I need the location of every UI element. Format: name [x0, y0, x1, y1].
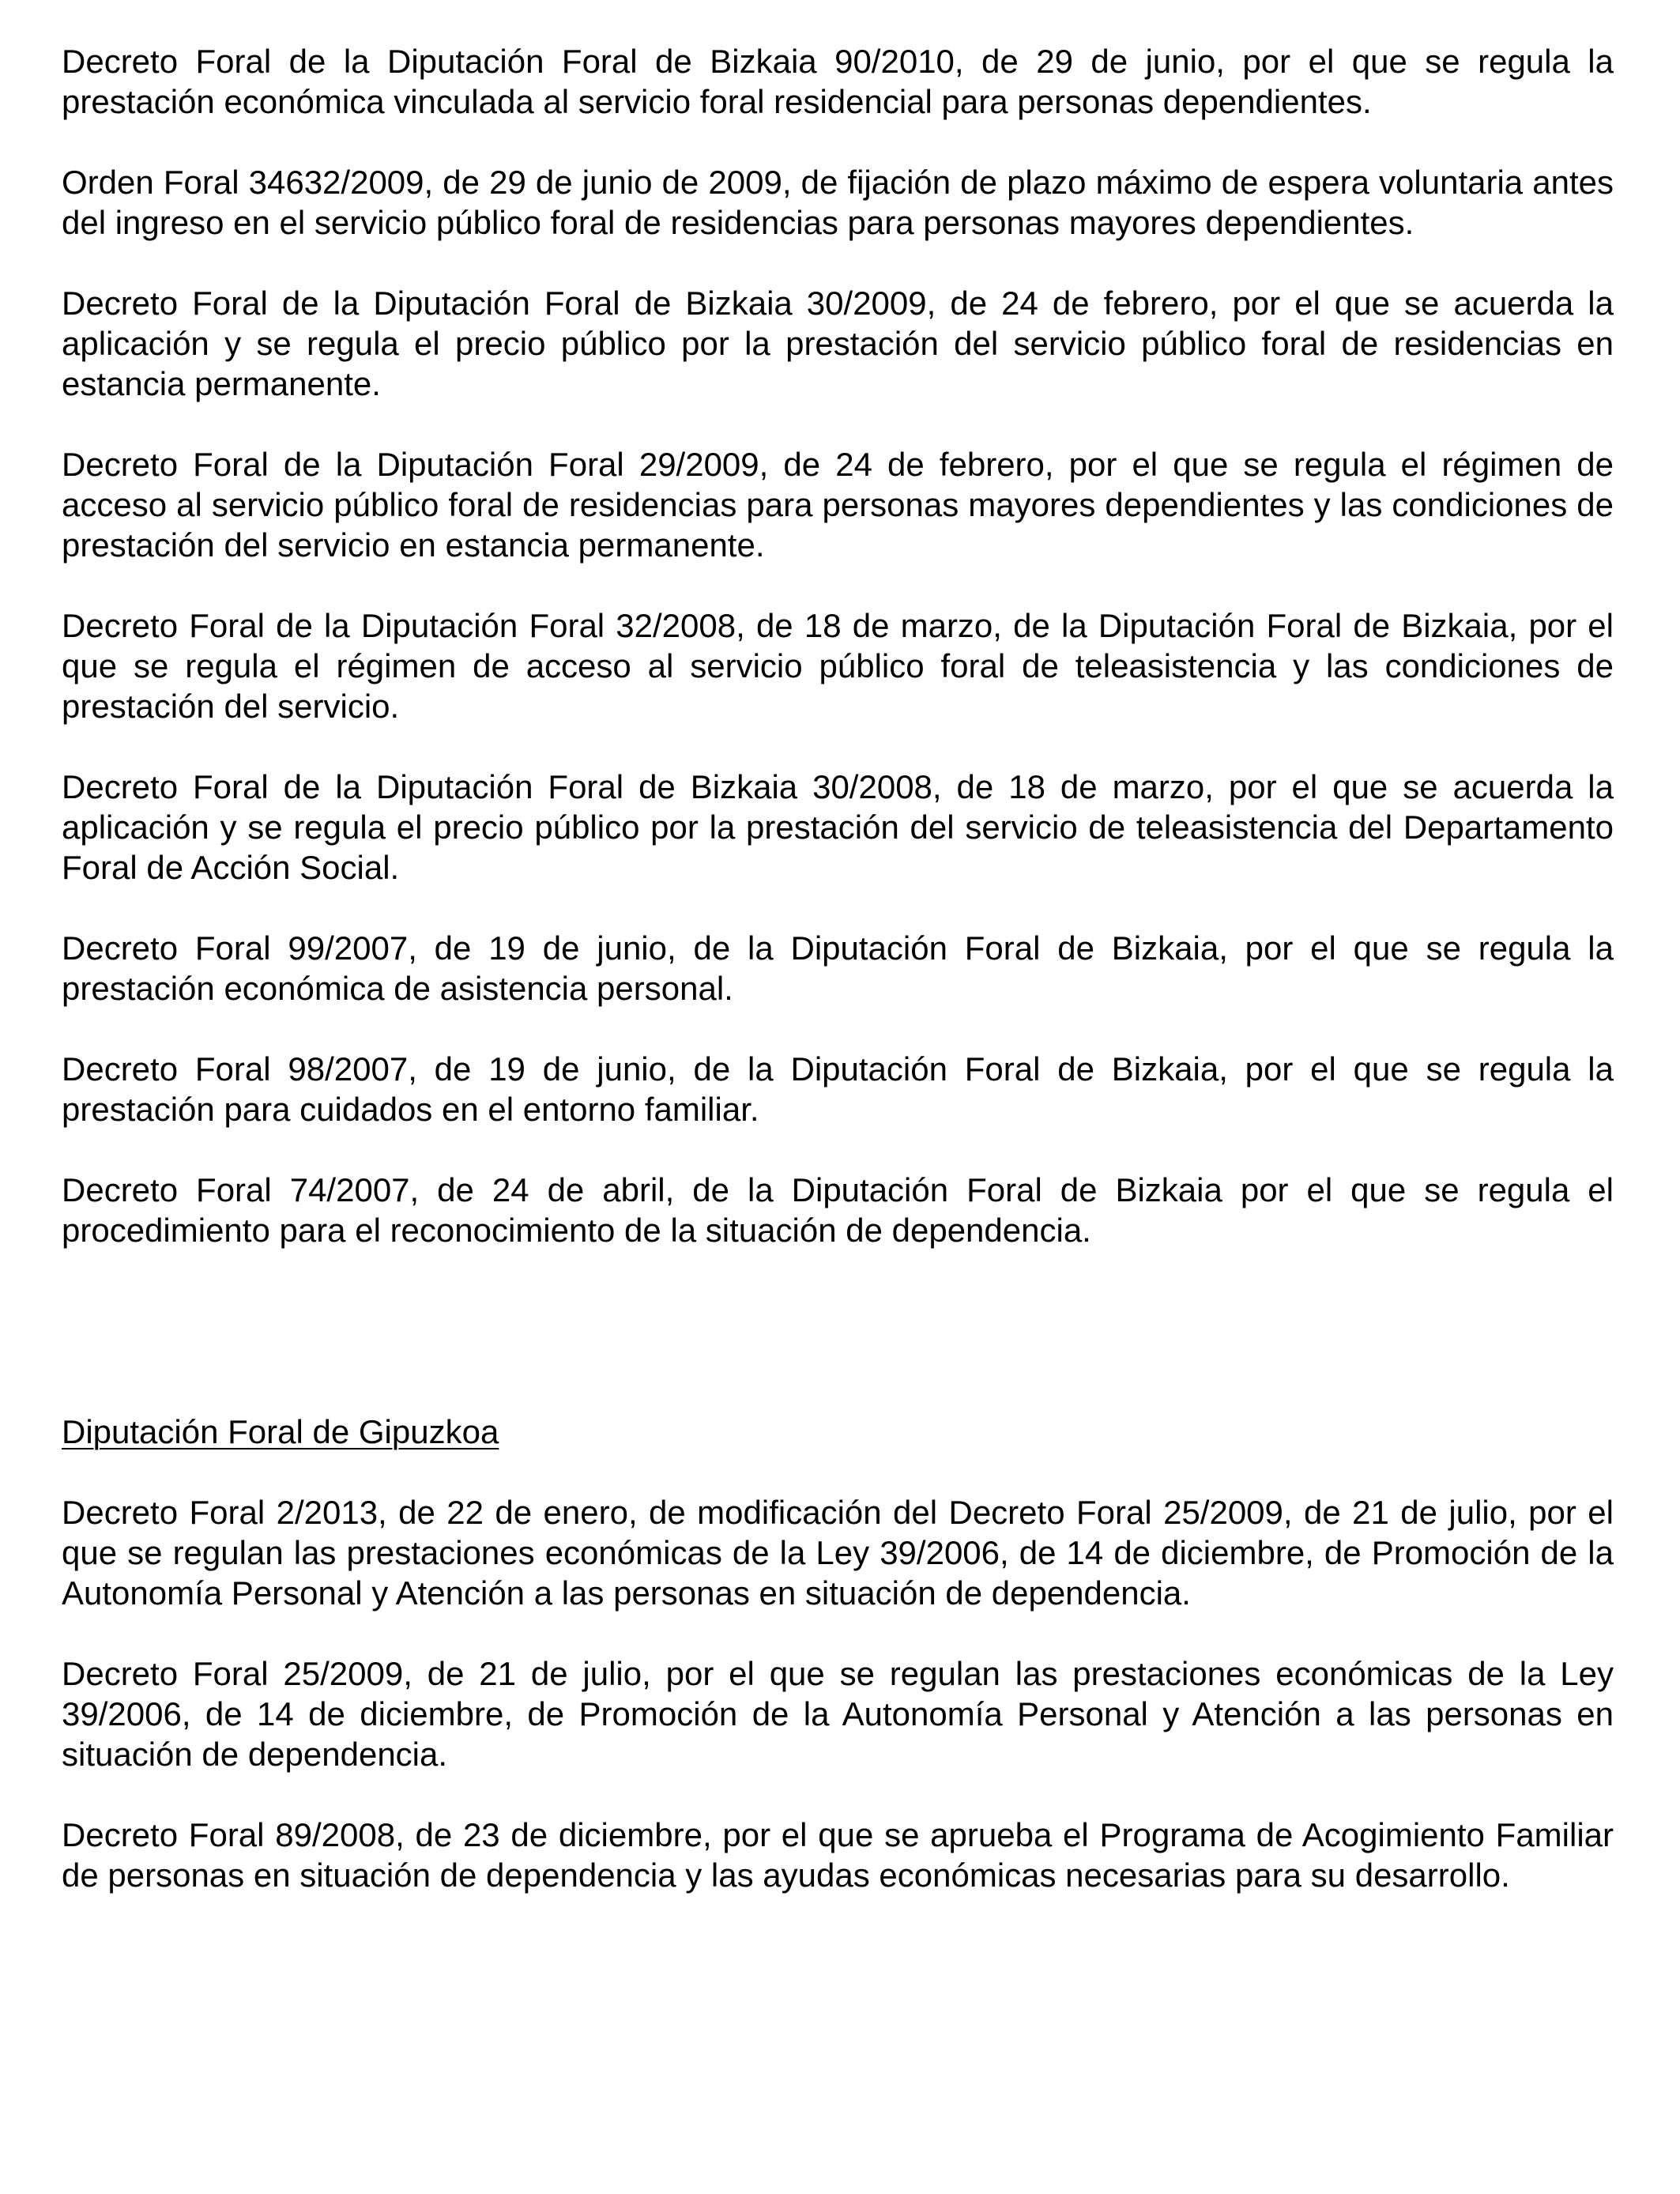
decree-paragraph: Decreto Foral de la Diputación Foral de Bizkaia 30/2009, de 24 de febrero, por el que se acuerda la aplicación y se regula el precio público por la prestación del servicio público foral de residencias en estancia permanente. [62, 285, 1614, 402]
decree-paragraph: Decreto Foral 99/2007, de 19 de junio, de la Diputación Foral de Bizkaia, por el que se regula la prestación económica de asistencia personal. [62, 929, 1614, 1007]
decree-paragraph: Decreto Foral de la Diputación Foral de Bizkaia 90/2010, de 29 de junio, por el que se regula la prestación económica vinculada al servicio foral residencial para personas dependientes. [62, 43, 1614, 120]
document-page [62, 41, 1614, 1936]
decree-paragraph: Decreto Foral 74/2007, de 24 de abril, de la Diputación Foral de Bizkaia por el que se regula el procedimiento para el reconocimiento de la situación de dependencia. [62, 1171, 1614, 1249]
decree-paragraph: Decreto Foral de la Diputación Foral de Bizkaia 30/2008, de 18 de marzo, por el que se acuerda la aplicación y se regula el precio público por la prestación del servicio de teleasistencia del Departamento Foral de Acción Social. [62, 768, 1614, 886]
decree-paragraph: Decreto Foral 98/2007, de 19 de junio, de la Diputación Foral de Bizkaia, por el que se regula la prestación para cuidados en el entorno familiar. [62, 1050, 1614, 1128]
decree-paragraph: Decreto Foral 25/2009, de 21 de julio, por el que se regulan las prestaciones económicas de la Ley 39/2006, de 14 de diciembre, de Promoción de la Autonomía Personal y Atención a las personas en situación de dependencia. [62, 1655, 1614, 1773]
decree-paragraph: Decreto Foral de la Diputación Foral 29/2009, de 24 de febrero, por el que se regula el régimen de acceso al servicio público foral de residencias para personas mayores dependientes y las condiciones de prestación del servicio en estancia permanente. [62, 446, 1614, 564]
section-spacer [62, 1291, 1614, 1412]
decree-paragraph: Decreto Foral de la Diputación Foral 32/2008, de 18 de marzo, de la Diputación Foral de Bizkaia, por el que se regula el régimen de acceso al servicio público foral de teleasistencia y las condiciones de prestación del servicio. [62, 607, 1614, 725]
decree-paragraph: Decreto Foral 2/2013, de 22 de enero, de modificación del Decreto Foral 25/2009, de 21 de julio, por el que se regulan las prestaciones económicas de la Ley 39/2006, de 14 de diciembre, de Promoción de la Autonomía Personal y Atención a las personas en situación de dependencia. [62, 1494, 1614, 1612]
section-heading-gipuzkoa: Diputación Foral de Gipuzkoa [62, 1413, 499, 1450]
decree-paragraph: Decreto Foral 89/2008, de 23 de diciembre, por el que se aprueba el Programa de Acogimiento Familiar de personas en situación de dependencia y las ayudas económicas necesarias para su desarrollo. [62, 1816, 1614, 1894]
decree-paragraph: Orden Foral 34632/2009, de 29 de junio de 2009, de fijación de plazo máximo de espera voluntaria antes del ingreso en el servicio público foral de residencias para personas mayores dependientes. [62, 164, 1614, 241]
